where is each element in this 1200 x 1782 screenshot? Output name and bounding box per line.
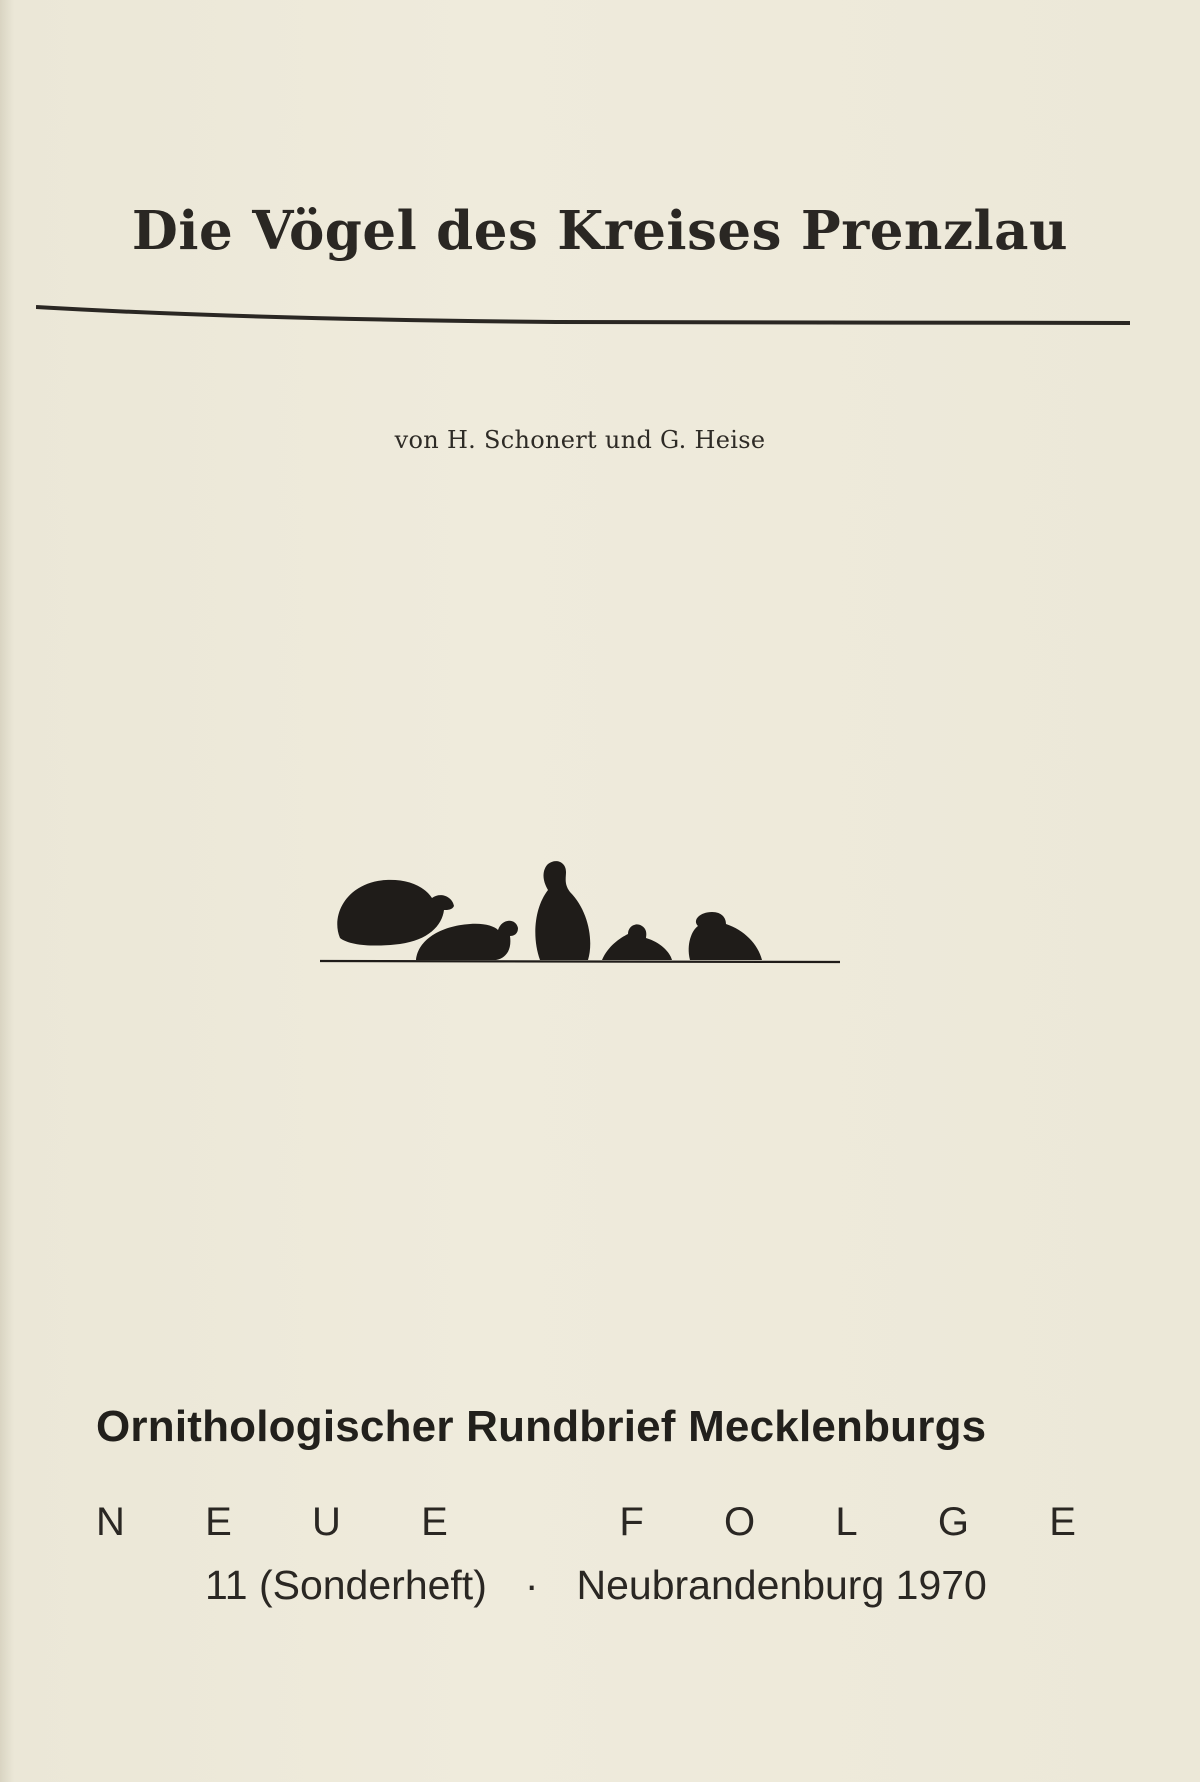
bird-silhouettes-illustration xyxy=(320,830,840,965)
issue-separator: · xyxy=(524,1562,539,1608)
place-year: Neubrandenburg 1970 xyxy=(576,1562,987,1608)
subtitle-letter: E xyxy=(421,1500,448,1544)
bird-silhouette xyxy=(535,861,590,960)
subtitle-letter: N xyxy=(96,1500,125,1544)
bird-silhouette xyxy=(689,912,762,960)
ground-line xyxy=(320,961,840,962)
series-title: Ornithologischer Rundbrief Mecklenburgs xyxy=(96,1402,987,1451)
issue-number: 11 (Sonderheft) xyxy=(205,1562,487,1608)
subtitle-letter: U xyxy=(312,1500,341,1544)
title-underline xyxy=(36,298,1130,332)
bird-silhouette xyxy=(602,924,672,960)
issue-line xyxy=(205,1562,987,1609)
subtitle-letter: E xyxy=(205,1500,232,1544)
subtitle-letter: L xyxy=(835,1500,858,1544)
series-subtitle xyxy=(96,1500,1076,1545)
subtitle-letter: O xyxy=(724,1500,756,1544)
book-title: Die Vögel des Kreises Prenzlau xyxy=(131,200,1069,262)
subtitle-spacer xyxy=(528,1500,539,1545)
subtitle-letter: G xyxy=(937,1500,969,1544)
subtitle-letter: F xyxy=(619,1500,644,1544)
subtitle-letter: E xyxy=(1049,1500,1076,1544)
authors-line: von H. Schonert und G. Heise xyxy=(394,426,766,454)
